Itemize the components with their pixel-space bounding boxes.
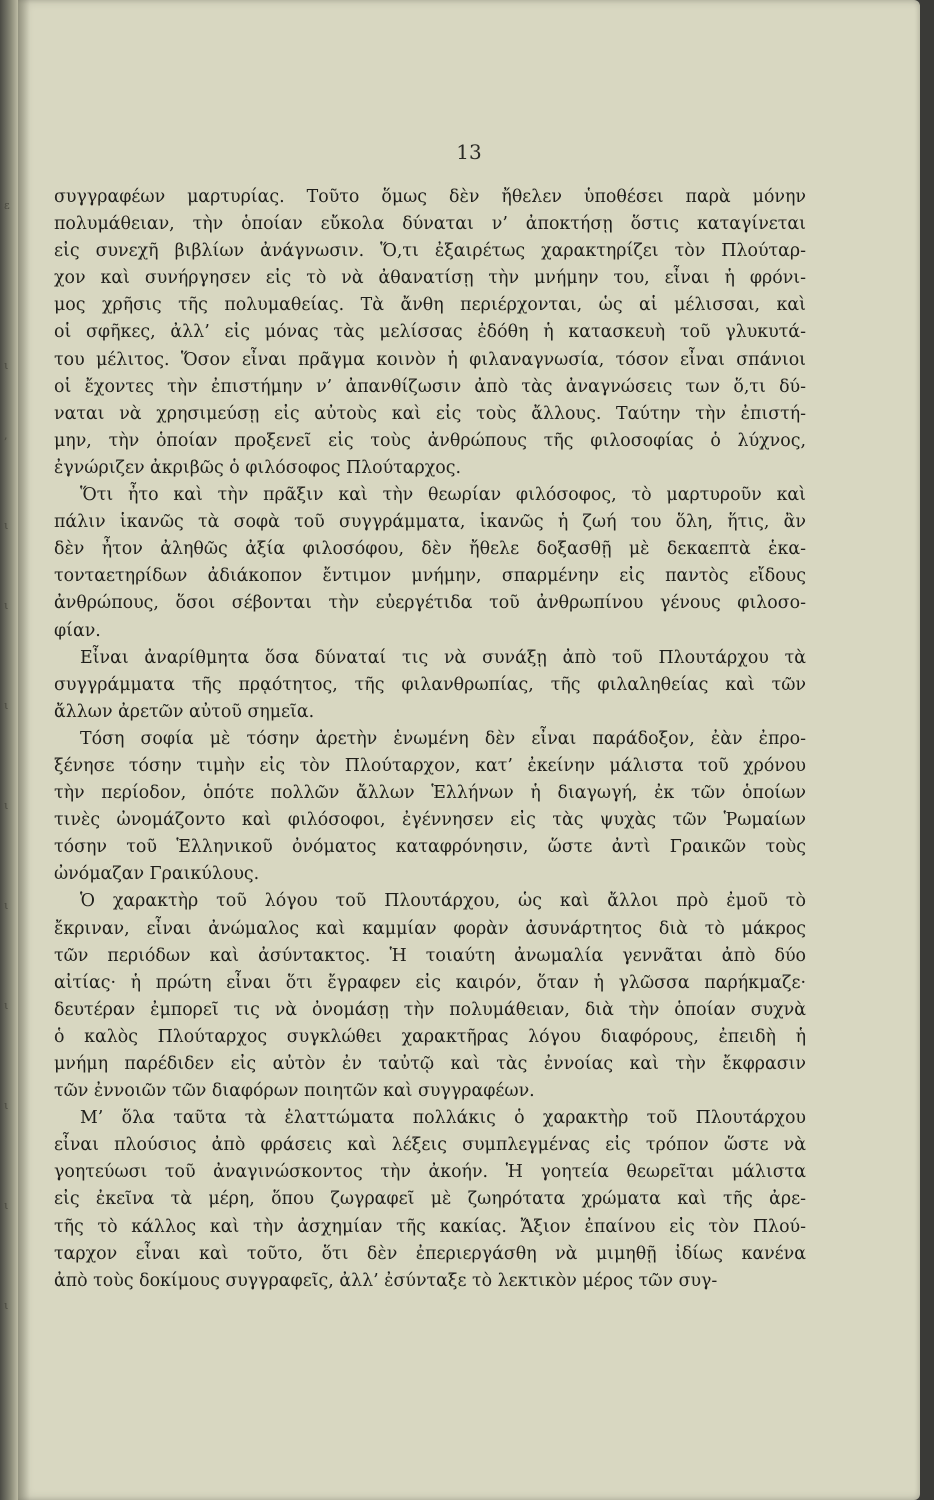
text-line: ἀνθρώπους, ὅσοι σέβονται τὴν εὐεργέτιδα τοῦ ἀνθρωπίνου γένους φιλοσο- xyxy=(54,593,806,614)
text-line: Εἶναι ἀναρίθμητα ὅσα δύναταί τις νὰ συνάξῃ ἀπὸ τοῦ Πλουτάρχου τὰ xyxy=(80,647,806,668)
text-line: ἐγνώριζεν ἀκριβῶς ὁ φιλόσοφος Πλούταρχος. xyxy=(54,457,462,478)
text-line: ναται νὰ χρησιμεύσῃ εἰς αὐτοὺς καὶ εἰς τοὺς ἄλλους. Ταύτην τὴν ἐπιστή- xyxy=(54,403,806,424)
text-line: πάλιν ἱκανῶς τὰ σοφὰ τοῦ συγγράμματα, ἱκανῶς ἡ ζωή του ὅλη, ἥτις, ἂν xyxy=(54,512,806,533)
text-line: τόσην τοῦ Ἑλληνικοῦ ὀνόματος καταφρόνησιν, ὥστε ἀντὶ Γραικῶν τοὺς xyxy=(54,837,806,858)
text-line: συγγραφέων μαρτυρίας. Τοῦτο ὅμως δὲν ἤθελεν ὑποθέσει παρὰ μόνην xyxy=(54,187,806,207)
text-line: ὠνόμαζαν Γραικύλους. xyxy=(54,864,260,885)
paragraph xyxy=(54,888,806,1105)
text-line: ξένησε τόσην τιμὴν εἰς τὸν Πλούταρχον, κατ’ ἐκείνην μάλιστα τοῦ χρόνου xyxy=(54,755,806,776)
text-line: Ὅτι ἦτο καὶ τὴν πρᾶξιν καὶ τὴν θεωρίαν φιλόσοφος, τὸ μαρτυροῦν καὶ xyxy=(80,485,806,506)
text-line: εἰς ἐκεῖνα τὰ μέρη, ὅπου ζωγραφεῖ μὲ ζωηρότατα χρώματα καὶ τῆς ἀρε- xyxy=(54,1189,806,1210)
text-line: γοητεύωσι τοῦ ἀναγινώσκοντος τὴν ἀκοήν. Ἡ γοητεία θεωρεῖται μάλιστα xyxy=(54,1162,806,1183)
text-line: Μ’ ὅλα ταῦτα τὰ ἐλαττώματα πολλάκις ὁ χαρακτὴρ τοῦ Πλουτάρχου xyxy=(80,1108,806,1129)
text-line: αἰτίας· ἡ πρώτη εἶναι ὅτι ἔγραφεν εἰς καιρόν, ὅταν ἡ γλῶσσα παρήκμαζε· xyxy=(54,972,806,993)
text-line: ἔκριναν, εἶναι ἀνώμαλος καὶ καμμίαν φορὰν ἀσυνάρτητος διὰ τὸ μάκρος xyxy=(54,918,806,939)
text-line: δευτέραν ἐμπορεῖ τις νὰ ὀνομάσῃ τὴν πολυμάθειαν, διὰ τὴν ὁποίαν συχνὰ xyxy=(54,999,806,1020)
text-line: φίαν. xyxy=(54,620,101,641)
text-line: τονταετηρίδων ἀδιάκοπον ἔντιμον μνήμην, σπαρμένην εἰς παντὸς εἴδους xyxy=(54,566,806,587)
text-line: ἀπὸ τοὺς δοκίμους συγγραφεῖς, ἀλλ’ ἐσύνταξε τὸ λεκτικὸν μέρος τῶν συγ- xyxy=(54,1270,718,1291)
paragraph xyxy=(54,184,806,482)
body-text xyxy=(54,184,806,1295)
paragraph xyxy=(54,482,806,645)
text-line: μην, τὴν ὁποίαν προξενεῖ εἰς τοὺς ἀνθρώπους τῆς φιλοσοφίας ὁ λύχνος, xyxy=(54,430,806,451)
text-line: οἱ σφῆκες, ἀλλ’ εἰς μόνας τὰς μελίσσας ἐδόθη ἡ κατασκευὴ τοῦ γλυκυτά- xyxy=(54,322,806,343)
text-line: τῶν περιόδων καὶ ἀσύντακτος. Ἡ τοιαύτη ἀνωμαλία γεννᾶται ἀπὸ δύο xyxy=(54,945,806,966)
text-line: του μέλιτος. Ὅσον εἶναι πρᾶγμα κοινὸν ἡ φιλαναγνωσία, τόσον εἶναι σπάνιοι xyxy=(54,349,806,370)
book-page xyxy=(18,0,920,1500)
text-line: Τόση σοφία μὲ τόσην ἀρετὴν ἑνωμένη δὲν εἶναι παράδοξον, ἐὰν ἐπρο- xyxy=(80,728,806,749)
page-number: 13 xyxy=(456,140,482,164)
text-line: ἄλλων ἀρετῶν αὐτοῦ σημεῖα. xyxy=(54,701,315,722)
text-line: συγγράμματα τῆς πρᾳότητος, τῆς φιλανθρωπίας, τῆς φιλαληθείας καὶ τῶν xyxy=(54,674,806,695)
text-line: πολυμάθειαν, τὴν ὁποίαν εὔκολα δύναται ν’ ἀποκτήσῃ ὅστις καταγίνεται xyxy=(54,214,806,235)
gutter-shadow xyxy=(18,0,30,1500)
paragraph xyxy=(54,645,806,726)
text-line: τὴν περίοδον, ὁπότε πολλῶν ἄλλων Ἑλλήνων ἡ διαγωγή, ἐκ τῶν ὁποίων xyxy=(54,783,806,804)
text-line: τῆς τὸ κάλλος καὶ τὴν ἀσχημίαν τῆς κακίας. Ἄξιον ἐπαίνου εἰς τὸν Πλού- xyxy=(54,1216,806,1237)
text-line: Ὁ χαρακτὴρ τοῦ λόγου τοῦ Πλουτάρχου, ὡς καὶ ἄλλοι πρὸ ἐμοῦ τὸ xyxy=(80,891,806,912)
text-line: τινὲς ὠνομάζοντο καὶ φιλόσοφοι, ἐγέννησεν εἰς τὰς ψυχὰς τῶν Ῥωμαίων xyxy=(54,810,806,831)
paragraph xyxy=(54,1105,806,1295)
text-line: μος χρῆσις τῆς πολυμαθείας. Τὰ ἄνθη περιέρχονται, ὡς αἱ μέλισσαι, καὶ xyxy=(54,295,806,316)
text-line: ταρχον εἶναι καὶ τοῦτο, ὅτι δὲν ἐπεριεργάσθη νὰ μιμηθῇ ἰδίως κανένα xyxy=(54,1243,806,1264)
text-line: δὲν ἦτον ἀληθῶς ἀξία φιλοσόφου, δὲν ἤθελε δοξασθῇ μὲ δεκαεπτὰ ἑκα- xyxy=(54,539,806,560)
text-line: χον καὶ συνήργησεν εἰς τὸ νὰ ἀθανατίσῃ τὴν μνήμην του, εἶναι ἡ φρόνι- xyxy=(54,268,806,289)
text-line: ὁ καλὸς Πλούταρχος συγκλώθει χαρακτῆρας λόγου διαφόρους, ἐπειδὴ ἡ xyxy=(54,1026,806,1047)
text-line: τῶν ἐννοιῶν τῶν διαφόρων ποιητῶν καὶ συγγραφέων. xyxy=(54,1081,535,1102)
previous-page-fragments: ε ι , ι ι ι ι ι ι ι ι ι xyxy=(4,199,10,1312)
previous-page-edge xyxy=(0,0,18,1500)
text-line: εἰς συνεχῆ βιβλίων ἀνάγνωσιν. Ὅ,τι ἐξαιρέτως χαρακτηρίζει τὸν Πλούταρ- xyxy=(54,241,806,262)
text-line: οἱ ἔχοντες τὴν ἐπιστήμην ν’ ἀπανθίζωσιν ἀπὸ τὰς ἀναγνώσεις των ὅ,τι δύ- xyxy=(54,376,806,397)
text-line: εἶναι πλούσιος ἀπὸ φράσεις καὶ λέξεις συμπλεγμένας εἰς τρόπον ὥστε νὰ xyxy=(54,1135,806,1156)
text-line: μνήμη παρέδιδεν εἰς αὐτὸν ἐν ταὐτῷ καὶ τὰς ἐννοίας καὶ τὴν ἔκφρασιν xyxy=(54,1054,806,1074)
paragraph xyxy=(54,726,806,889)
